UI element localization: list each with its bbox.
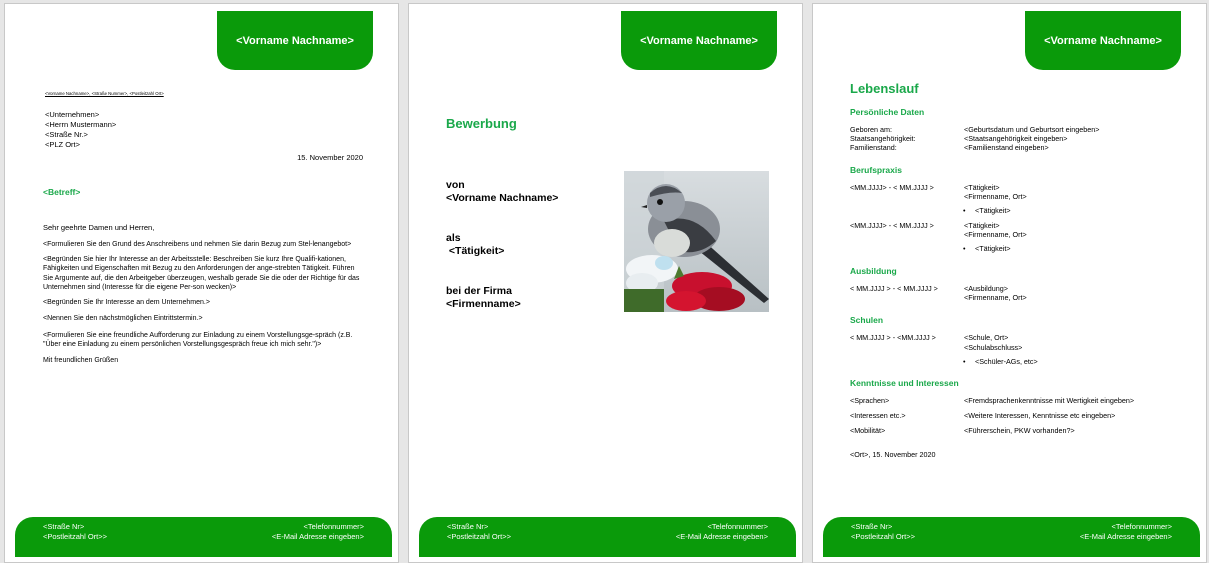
row-value: <Schule, Ort> — [964, 333, 1009, 342]
row-value: <Tätigkeit> — [964, 183, 1000, 192]
row-value: <Firmenname, Ort> — [964, 192, 1027, 201]
row-value: <Weitere Interessen, Kenntnisse etc eingeben> — [964, 411, 1116, 420]
row-label: < MM.JJJJ > - <MM.JJJJ > — [850, 333, 936, 342]
row-value: <Ausbildung> — [964, 284, 1008, 293]
row-value: <Führerschein, PKW vorhanden?> — [964, 426, 1075, 435]
letter-paragraph: <Nennen Sie den nächstmöglichen Eintrittstermin.> — [43, 315, 203, 322]
section-heading-skills: Kenntnisse und Interessen — [850, 378, 959, 388]
row-label: Staatsangehörigkeit: — [850, 134, 916, 143]
row-value: <Firmenname, Ort> — [964, 230, 1027, 239]
footer-city: <Postleitzahl Ort>> — [43, 532, 107, 541]
footer-band — [419, 517, 796, 557]
work-bullet: • <Tätigkeit> — [975, 206, 1011, 216]
cover-von-label: von — [446, 179, 465, 191]
cover-title: Bewerbung — [446, 116, 517, 131]
letter-page — [4, 3, 399, 563]
row-value: <Firmenname, Ort> — [964, 293, 1027, 302]
row-label: < MM.JJJJ > - < MM.JJJJ > — [850, 284, 938, 293]
work-bullet: • <Tätigkeit> — [975, 244, 1011, 254]
name-tab: <Vorname Nachname> — [621, 11, 777, 70]
section-heading-schools: Schulen — [850, 315, 884, 325]
cover-als-label: als — [446, 232, 461, 244]
recipient-street: <Straße Nr.> — [45, 130, 88, 139]
name-tab: <Vorname Nachname> — [1025, 11, 1181, 70]
footer-email: <E-Mail Adresse eingeben> — [271, 532, 364, 541]
letter-paragraph: <Formulieren Sie den Grund des Anschreibens und nehmen Sie darin Bezug zum Stel-lenangebot> — [43, 241, 352, 248]
row-value: <Fremdsprachenkenntnisse mit Wertigkeit eingeben> — [964, 396, 1135, 405]
name-tab: <Vorname Nachname> — [217, 11, 373, 70]
row-label: Geboren am: — [850, 125, 892, 134]
section-heading-education: Ausbildung — [850, 266, 897, 276]
cover-firma-label: bei der Firma — [446, 285, 512, 297]
cv-title: Lebenslauf — [850, 81, 919, 96]
section-heading-work: Berufspraxis — [850, 165, 902, 175]
row-label: <Sprachen> — [850, 396, 890, 405]
row-label: Familienstand: — [850, 143, 897, 152]
school-bullet: • <Schüler-AGs, etc> — [975, 357, 1038, 367]
footer-email: <E-Mail Adresse eingeben> — [1079, 532, 1172, 541]
letter-paragraph: <Formulieren Sie eine freundliche Aufforderung zur Einladung zu einem Vorstellungsge-spräch (z.B. "Über eine Einladung zu einem persönlichen Vorstellungsgespräch freue ich mich sehr.")> — [43, 331, 353, 348]
row-label: <Interessen etc.> — [850, 411, 906, 420]
footer-phone: <Telefonnummer> — [707, 522, 768, 531]
footer-street: <Straße Nr> — [851, 522, 893, 531]
letter-date: 15. November 2020 — [297, 153, 363, 162]
footer-city: <Postleitzahl Ort>> — [851, 532, 915, 541]
row-value: <Tätigkeit> — [964, 221, 1000, 230]
footer-band — [15, 517, 392, 557]
footer-street: <Straße Nr> — [43, 522, 85, 531]
footer-phone: <Telefonnummer> — [303, 522, 364, 531]
footer-band — [823, 517, 1200, 557]
row-label: <Mobilität> — [850, 426, 886, 435]
footer-phone: <Telefonnummer> — [1111, 522, 1172, 531]
cv-page — [812, 3, 1207, 563]
cover-details — [446, 179, 558, 310]
row-label: <MM.JJJJ> - < MM.JJJJ > — [850, 183, 934, 192]
footer-city: <Postleitzahl Ort>> — [447, 532, 511, 541]
place-date-text: <Ort>, 15. November 2020 — [850, 450, 936, 459]
row-value: <Staatsangehörigkeit eingeben> — [964, 134, 1068, 143]
sender-line: <Vorname Nachname>, <Straße Nummer>, <Postleitzahl Ort> — [45, 91, 164, 96]
letter-subject: <Betreff> — [43, 187, 81, 197]
footer-street: <Straße Nr> — [447, 522, 489, 531]
recipient-block — [45, 110, 116, 150]
bird-photo-icon — [624, 171, 769, 312]
letter-closing: Mit freundlichen Grüßen — [43, 356, 119, 364]
section-heading-personal: Persönliche Daten — [850, 107, 925, 117]
cover-firma-value: <Firmenname> — [446, 297, 521, 310]
row-value: <Geburtsdatum und Geburtsort eingeben> — [964, 125, 1100, 134]
letter-paragraph: <Begründen Sie hier Ihr Interesse an der Arbeitsstelle: Beschreiben Sie kurz Ihre Qualifi-kationen, Fähigkeiten und Eigenschaften mit Bezug zu den Anforderungen der ange-strebten Tätigkeit. Führen Sie Argumente auf, die den Arbeitgeber überzeugen, weshalb gerade Sie die oder der Richtige für das Unternehmen sind (Interesse für die eigene Per-son wecken)> — [43, 255, 360, 291]
cover-als-value: <Tätigkeit> — [446, 244, 505, 257]
recipient-person: <Herrn Mustermann> — [45, 120, 117, 129]
cover-von-value: <Vorname Nachname> — [446, 191, 559, 204]
letter-body — [43, 240, 365, 365]
letter-paragraph: <Begründen Sie Ihr Interesse an dem Unternehmen.> — [43, 298, 210, 306]
row-value: <Familienstand eingeben> — [964, 143, 1049, 152]
footer-email: <E-Mail Adresse eingeben> — [675, 532, 768, 541]
letter-salutation: Sehr geehrte Damen und Herren, — [43, 223, 155, 232]
row-value: <Schulabschluss> — [964, 343, 1023, 352]
recipient-city: <PLZ Ort> — [45, 140, 81, 149]
cover-page — [408, 3, 803, 563]
row-label: <MM.JJJJ> - < MM.JJJJ > — [850, 221, 934, 230]
recipient-company: <Unternehmen> — [45, 110, 100, 119]
